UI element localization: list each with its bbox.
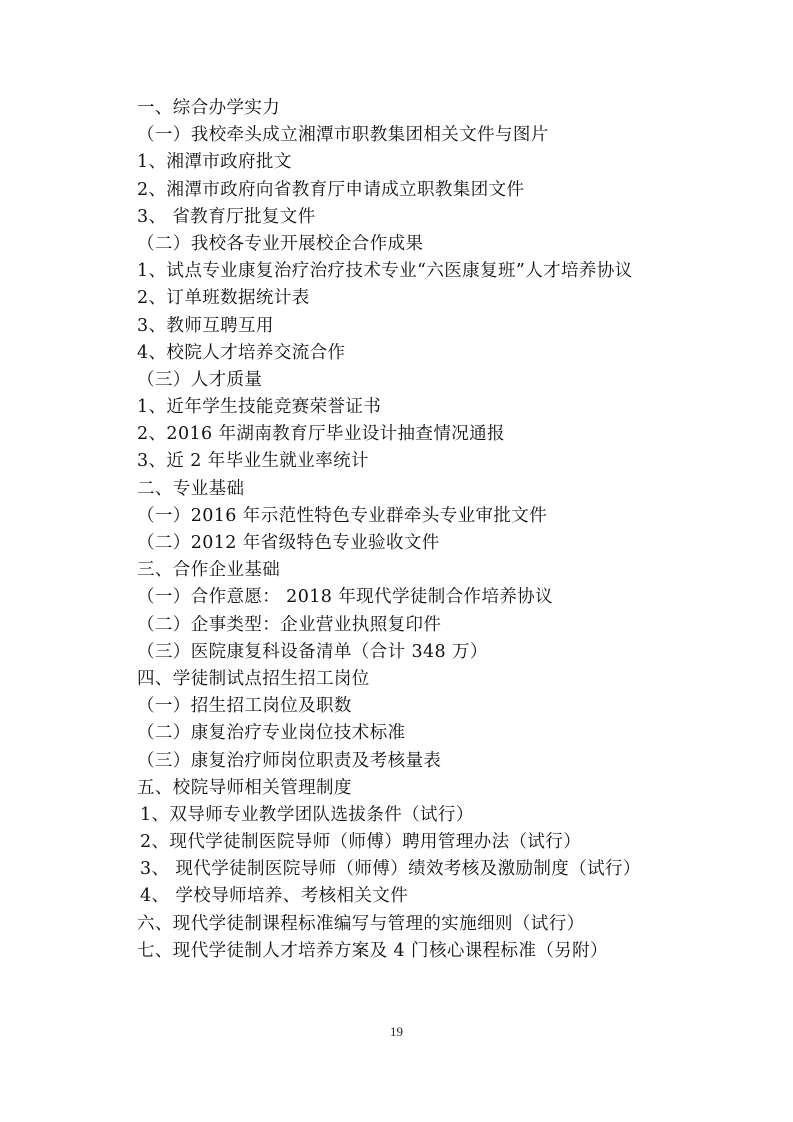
heading-6: 六、现代学徒制课程标准编写与管理的实施细则（试行） — [137, 913, 585, 934]
list-item: 3、 现代学徒制医院导师（师傅）绩效考核及激励制度（试行） — [140, 859, 641, 880]
list-item: 3、教师互聘互用 — [137, 315, 274, 336]
subheading: （二）康复治疗专业岗位技术标准 — [137, 723, 406, 744]
heading-3: 三、合作企业基础 — [137, 560, 281, 581]
list-item: 1、试点专业康复治疗治疗技术专业“六医康复班”人才培养协议 — [137, 261, 633, 282]
subheading: （一）合作意愿： 2018 年现代学徒制合作培养协议 — [137, 587, 554, 608]
list-item: 2、2016 年湖南教育厅毕业设计抽查情况通报 — [137, 424, 505, 445]
heading-7: 七、现代学徒制人才培养方案及 4 门核心课程标准（另附） — [137, 940, 608, 961]
subheading: （一）2016 年示范性特色专业群牵头专业审批文件 — [137, 505, 548, 526]
list-item: 2、湘潭市政府向省教育厅申请成立职教集团文件 — [137, 179, 525, 200]
list-item: 1、湘潭市政府批文 — [137, 152, 292, 173]
list-item: 4、 学校导师培养、考核相关文件 — [140, 886, 409, 907]
list-item: 2、现代学徒制医院导师（师傅）聘用管理办法（试行） — [140, 832, 582, 853]
heading-4: 四、学徒制试点招生招工岗位 — [137, 668, 370, 689]
subheading: （三）康复治疗师岗位职责及考核量表 — [137, 750, 442, 771]
heading-5: 五、校院导师相关管理制度 — [137, 777, 352, 798]
subheading: （二）2012 年省级特色专业验收文件 — [137, 533, 440, 553]
heading-2: 二、专业基础 — [137, 478, 245, 499]
subheading: （一）招生招工岗位及职数 — [137, 696, 352, 717]
subheading: （二）我校各专业开展校企合作成果 — [137, 233, 424, 254]
subheading: （三）人才质量 — [137, 369, 263, 390]
document-body — [137, 95, 737, 965]
list-item: 4、校院人才培养交流合作 — [137, 342, 346, 363]
list-item: 3、 省教育厅批复文件 — [137, 206, 316, 227]
heading-1: 一、综合办学实力 — [137, 98, 281, 118]
subheading: （一）我校牵头成立湘潭市职教集团相关文件与图片 — [137, 125, 549, 146]
list-item: 3、近 2 年毕业生就业率统计 — [137, 451, 369, 472]
subheading: （三）医院康复科设备清单（合计 348 万） — [137, 641, 488, 662]
subheading: （二）企事类型：企业营业执照复印件 — [137, 614, 442, 635]
list-item: 2、订单班数据统计表 — [137, 288, 310, 309]
page-number: 19 — [390, 1024, 403, 1039]
list-item: 1、双导师专业教学团队选拔条件（试行） — [140, 804, 474, 825]
list-item: 1、近年学生技能竞赛荣誉证书 — [137, 397, 382, 418]
